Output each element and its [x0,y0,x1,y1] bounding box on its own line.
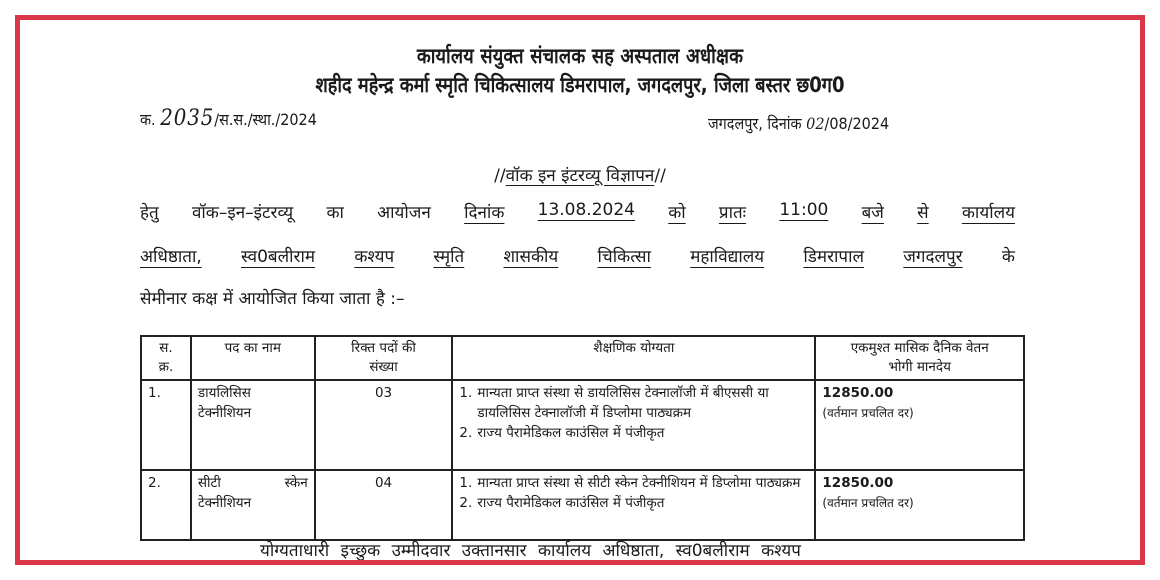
word: डिमरापाल [803,247,865,267]
word: दिनांक [464,203,505,223]
row-serial: 2. [141,470,191,540]
interview-date: 13.08.2024 [537,200,635,220]
reference-prefix: क. [140,110,156,129]
notice-title [20,163,1140,186]
footer-text-line: योग्यताधारी इच्छुक उम्मीदवार उक्तानसार कार्यालय अधिष्ठाता, स्व0बलीराम कश्यप [260,541,801,561]
row-qualification [452,380,815,470]
salary-amount: 12850.00 [822,385,894,401]
qualification-item: 1. मान्यता प्राप्त संस्था से सीटी स्केन टेक्नीशियन में डिप्लोमा पाठ्यक्रम [459,475,801,491]
salary-note: (वर्तमान प्रचलित दर) [822,406,914,420]
row-qualification [452,470,815,540]
title-slashes-right: // [654,166,666,186]
row-post-name: डायलिसिस टेक्नीशियन [191,380,315,470]
header-vacancies: रिक्त पदों की संख्या [315,336,453,380]
word: कार्यालय [961,203,1015,223]
title-slashes-left: // [494,166,506,186]
word: अधिष्ठाता, [140,247,202,267]
handwritten-day: 02 [806,114,825,133]
row-vacancies: 04 [315,470,453,540]
salary-amount: 12850.00 [822,475,894,491]
handwritten-reference-number: 2035 [160,106,215,131]
reference-number [140,106,317,131]
word: स्व0बलीराम [241,247,316,267]
word: से [917,203,929,223]
word: कश्यप [354,247,395,267]
notice-title-text: वॉक इन इंटरव्यू विज्ञापन [505,166,655,186]
word: चिकित्सा [597,247,651,267]
document-frame [15,15,1145,565]
body-line-3: सेमीनार कक्ष में आयोजित किया जाता है :– [140,289,405,309]
date-prefix: जगदलपुर, दिनांक [708,114,802,133]
word: आयोजन [377,203,431,223]
qualification-item: 2. राज्य पैरामेडिकल काउंसिल में पंजीकृत [459,495,665,511]
row-serial: 1. [141,380,191,470]
body-line-2 [140,244,1015,267]
letterhead-office-title: कार्यालय संयुक्त संचालक सह अस्पताल अधीक्षक [416,44,744,68]
table-header-row [141,336,1024,380]
table-row [141,380,1024,470]
header-qualification: शैक्षणिक योग्यता [452,336,815,380]
date-suffix: /08/2024 [824,114,890,133]
row-salary [815,470,1024,540]
issue-date [708,112,889,134]
letterhead-hospital-name: शहीद महेन्द्र कर्मा स्मृति चिकित्सालय डिमरापाल, जगदलपुर, जिला बस्तर छ0ग0 [315,73,845,97]
word: को [668,203,686,223]
body-line-1 [140,200,1015,223]
row-vacancies: 03 [315,380,453,470]
row-salary [815,380,1024,470]
header-salary: एकमुश्त मासिक दैनिक वेतन भोगी मानदेय [815,336,1024,380]
qualification-item: 2. राज्य पैरामेडिकल काउंसिल में पंजीकृत [459,425,665,441]
reference-suffix: /स.स./स्था./2024 [214,110,317,129]
word: शासकीय [503,247,559,267]
word: वॉक–इन–इंटरव्यू [191,203,294,223]
word: प्रातः [718,203,747,223]
word: हेतु [140,203,159,223]
word: महाविद्यालय [690,247,765,267]
qualification-item: 1. मान्यता प्राप्त संस्था से डायलिसिस टेक्नालॉजी में बीएससी या डायलिसिस टेक्नालॉजी में डिप्लोमा पाठ्यक्रम [459,385,769,421]
interview-time: 11:00 [779,200,829,220]
table-row [141,470,1024,540]
word: स्मृति [433,247,465,267]
word: के [1001,247,1015,267]
vacancy-table [140,335,1025,541]
header-post-name: पद का नाम [191,336,315,380]
row-post-name: सीटी स्केन टेक्नीशियन [191,470,315,540]
word: जगदलपुर [903,247,963,267]
salary-note: (वर्तमान प्रचलित दर) [822,496,914,510]
word: का [326,203,344,223]
word: बजे [861,203,884,223]
header-serial: स. क्र. [141,336,191,380]
